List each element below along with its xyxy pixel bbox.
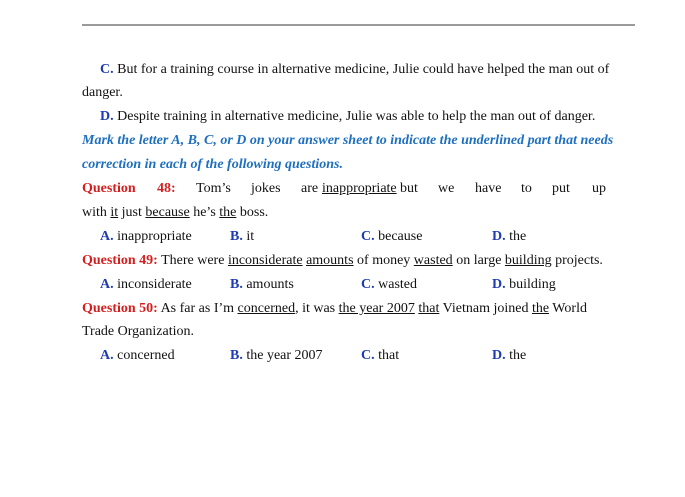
option-d[interactable] <box>492 228 526 246</box>
underlined-word: the <box>531 301 550 316</box>
option-letter: D. <box>492 229 506 244</box>
prev-option-c-cont: danger. <box>82 85 123 100</box>
word: put <box>552 181 570 196</box>
text: World <box>549 301 587 316</box>
option-letter: C. <box>361 277 375 292</box>
question-label: Question 50: <box>82 301 158 316</box>
text: on large <box>452 253 505 268</box>
text: , it was <box>295 301 339 316</box>
word: up <box>592 181 606 196</box>
option-letter: D. <box>492 348 506 363</box>
option-letter: B. <box>230 229 243 244</box>
instruction-line-1: Mark the letter A, B, C, or D on your answer sheet to indicate the underlined part that needs <box>82 133 614 148</box>
option-d[interactable] <box>492 276 556 294</box>
option-text: But for a training course in alternative medicine, Julie could have helped the man out of <box>117 62 610 77</box>
option-text: it <box>246 229 255 244</box>
option-text: wasted <box>378 277 418 292</box>
word: but <box>400 181 418 196</box>
option-c[interactable] <box>361 228 422 246</box>
text: with <box>82 205 111 220</box>
question-50-stem <box>82 300 587 318</box>
option-d[interactable] <box>492 347 526 365</box>
option-a[interactable] <box>100 347 175 365</box>
option-c[interactable] <box>361 276 417 294</box>
option-letter: C. <box>361 229 375 244</box>
option-text: inappropriate <box>117 229 192 244</box>
option-letter: A. <box>100 277 114 292</box>
text: of money <box>353 253 414 268</box>
option-letter: D. <box>492 277 506 292</box>
prev-option-c <box>100 61 609 79</box>
word: we <box>438 181 455 196</box>
prev-option-d <box>100 108 595 126</box>
question-48-line-1 <box>0 180 685 198</box>
option-text: the <box>509 348 527 363</box>
option-b[interactable] <box>230 276 294 294</box>
underlined-word: it <box>110 205 119 220</box>
option-b[interactable] <box>230 347 323 365</box>
option-letter: B. <box>230 348 243 363</box>
option-letter: B. <box>230 277 243 292</box>
option-text: Despite training in alternative medicine, Julie was able to help the man out of danger. <box>117 109 596 124</box>
underlined-word: inconsiderate <box>227 253 303 268</box>
option-text: concerned <box>117 348 175 363</box>
text: he’s <box>189 205 220 220</box>
word: are <box>301 181 319 196</box>
question-label: Question 49: <box>82 253 158 268</box>
option-letter: A. <box>100 348 114 363</box>
option-text: inconsiderate <box>117 277 192 292</box>
option-b[interactable] <box>230 228 254 246</box>
question-number: 48: <box>157 181 176 196</box>
option-a[interactable] <box>100 276 192 294</box>
underlined-word: amounts <box>306 253 354 268</box>
option-text: the <box>509 229 527 244</box>
underlined-word: concerned <box>237 301 296 316</box>
option-letter: C. <box>361 348 375 363</box>
question-50-stem-cont: Trade Organization. <box>82 324 194 339</box>
option-a[interactable] <box>100 228 192 246</box>
option-letter: C. <box>100 62 114 77</box>
underlined-word: wasted <box>413 253 453 268</box>
underlined-word: building <box>504 253 552 268</box>
underlined-word: inappropriate <box>322 181 397 196</box>
text: just <box>118 205 146 220</box>
text: As far as I’m <box>157 301 238 316</box>
option-letter: A. <box>100 229 114 244</box>
text: There were <box>157 253 228 268</box>
option-text: the year 2007 <box>246 348 323 363</box>
underlined-word: because <box>145 205 190 220</box>
underlined-word: the year 2007 <box>338 301 415 316</box>
text: boss. <box>236 205 269 220</box>
word: Tom’s <box>196 181 231 196</box>
text: projects. <box>551 253 603 268</box>
option-c[interactable] <box>361 347 399 365</box>
question-label: Question <box>82 181 136 196</box>
option-text: that <box>378 348 400 363</box>
question-48-line-2 <box>82 204 268 222</box>
underlined-word: that <box>418 301 440 316</box>
underlined-word: the <box>219 205 237 220</box>
option-text: building <box>509 277 556 292</box>
word: have <box>475 181 502 196</box>
option-text: amounts <box>246 277 294 292</box>
word: to <box>521 181 532 196</box>
instruction-line-2: correction in each of the following questions. <box>82 157 343 172</box>
question-49-stem <box>82 252 603 270</box>
text: Vietnam joined <box>439 301 532 316</box>
option-text: because <box>378 229 423 244</box>
word: jokes <box>251 181 281 196</box>
option-letter: D. <box>100 109 114 124</box>
